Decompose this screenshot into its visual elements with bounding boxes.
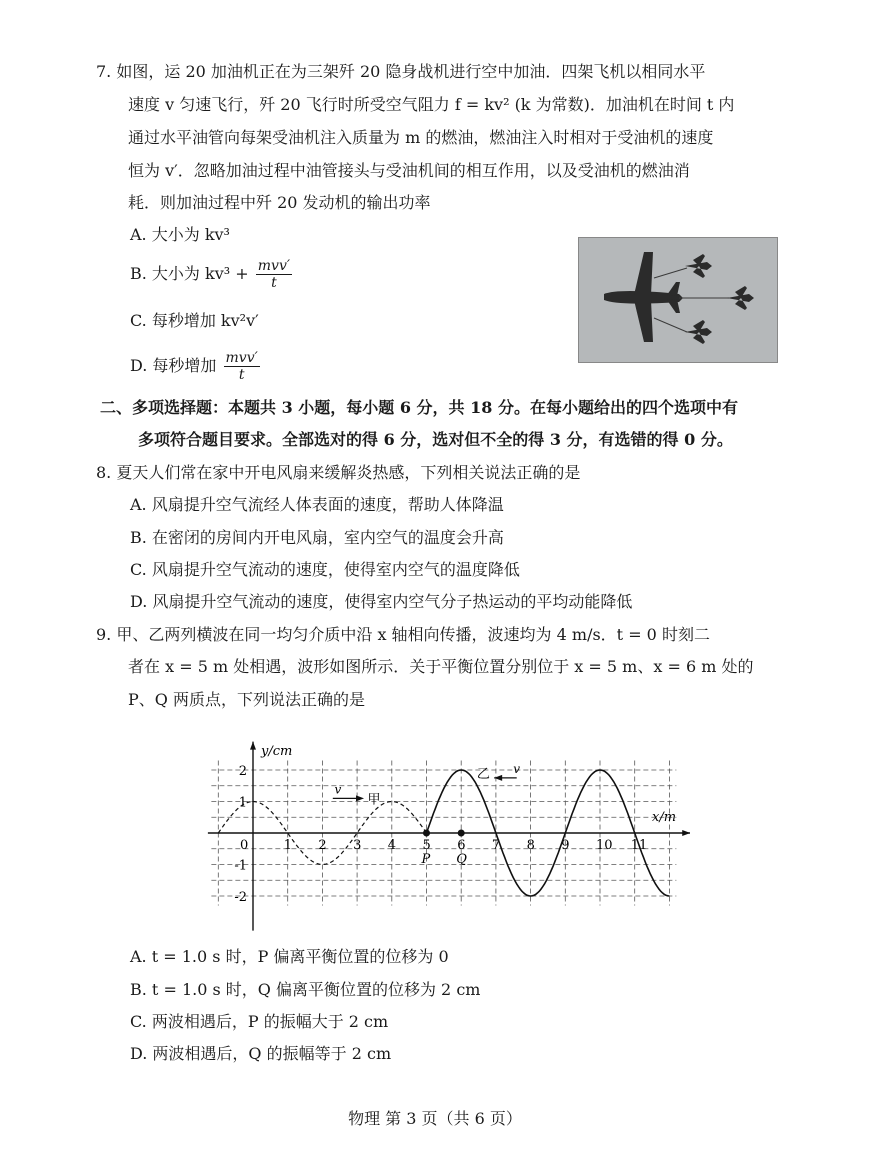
x-tick-label: 1 [283, 838, 292, 853]
arrow-right-icon [356, 795, 364, 801]
q8-option-d: D. 风扇提升空气流动的速度，使得室内空气分子热运动的平均动能降低 [130, 592, 633, 611]
point-q-label: Q [456, 852, 467, 867]
wave-graph [190, 728, 690, 938]
q9-line-1: 9. 甲、乙两列横波在同一均匀介质中沿 x 轴相向传播，波速均为 4 m/s．t = 0 时刻二 [96, 625, 710, 644]
q9-line-2: 者在 x = 5 m 处相遇，波形如图所示．关于平衡位置分别位于 x = 5 m、x = 6 m 处的 [128, 657, 754, 676]
x-tick-label: 11 [630, 838, 648, 853]
y-axis-label: y/cm [261, 744, 293, 760]
page-footer: 物理 第 3 页（共 6 页） [348, 1109, 522, 1128]
wave-yi-label: 乙 [476, 767, 490, 783]
point-p [423, 830, 430, 837]
x-tick-label: 5 [422, 838, 431, 853]
x-tick-label: 7 [491, 838, 501, 853]
q7-line-4: 恒为 v′．忽略加油过程中油管接头与受油机间的相互作用，以及受油机的燃油消 [128, 161, 690, 180]
y-axis-arrow-icon [250, 742, 256, 750]
y-tick-label: 2 [238, 764, 247, 779]
x-tick-label: 6 [457, 838, 466, 853]
q7-line-3: 通过水平油管向每架受油机注入质量为 m 的燃油，燃油注入时相对于受油机的速度 [128, 128, 714, 147]
x-tick-label: 9 [561, 838, 570, 853]
fraction-denominator: t [271, 275, 277, 291]
q9-option-b: B. t = 1.0 s 时，Q 偏离平衡位置的位移为 2 cm [130, 980, 481, 999]
q8-option-c: C. 风扇提升空气流动的速度，使得室内空气的温度降低 [130, 560, 520, 579]
q7-line-2: 速度 v 匀速飞行，歼 20 飞行时所受空气阻力 f = kv² (k 为常数)．加油机在时间 t 内 [128, 95, 735, 114]
x-tick-label: 4 [387, 838, 397, 853]
x-tick-label: 3 [353, 838, 362, 853]
q7-line-5: 耗．则加油过程中歼 20 发动机的输出功率 [128, 193, 431, 212]
velocity-label-yi: v [513, 762, 521, 777]
y-tick-label: -2 [234, 890, 247, 905]
aircraft-illustration [579, 238, 777, 362]
fraction-denominator: t [238, 367, 245, 383]
origin-label: 0 [240, 838, 249, 853]
x-tick-label: 10 [596, 838, 613, 853]
q7-option-b [130, 258, 294, 291]
y-tick-label: -1 [234, 858, 247, 874]
fraction-numerator: mvv′ [225, 350, 258, 366]
point-q [458, 830, 465, 837]
x-tick-label: 8 [526, 838, 535, 853]
section2-heading-line-2: 多项符合题目要求。全部选对的得 6 分，选对但不全的得 3 分，有选错的得 0 分。 [138, 430, 733, 449]
fraction-numerator: mvv′ [257, 258, 291, 274]
q9-option-a: A. t = 1.0 s 时，P 偏离平衡位置的位移为 0 [130, 947, 449, 966]
q9-option-d: D. 两波相遇后，Q 的振幅等于 2 cm [130, 1044, 392, 1063]
q7-line-1: 7. 如图，运 20 加油机正在为三架歼 20 隐身战机进行空中加油．四架飞机以相同水平 [96, 62, 706, 81]
q7-option-d-text: D. 每秒增加 [130, 356, 217, 375]
y-tick-label: 1 [238, 795, 247, 811]
q7-option-a: A. 大小为 kv³ [130, 225, 230, 244]
q7-option-b-fraction [256, 258, 292, 291]
section2-heading-line-1: 二、多项选择题：本题共 3 小题，每小题 6 分，共 18 分。在每小题给出的四个选项中有 [100, 398, 738, 417]
x-axis-label: x/m [652, 810, 677, 825]
q7-option-d-fraction [224, 350, 260, 383]
x-tick-label: 2 [318, 838, 327, 853]
q8-stem: 8. 夏天人们常在家中开电风扇来缓解炎热感，下列相关说法正确的是 [96, 463, 581, 482]
q8-option-b: B. 在密闭的房间内开电风扇，室内空气的温度会升高 [130, 528, 504, 547]
point-p-label: P [421, 852, 431, 867]
q8-option-a: A. 风扇提升空气流经人体表面的速度，帮助人体降温 [130, 495, 504, 514]
q7-option-d [130, 350, 262, 383]
velocity-label-jia: v [334, 782, 342, 797]
x-axis-arrow-icon [682, 830, 690, 836]
q9-line-3: P、Q 两质点，下列说法正确的是 [128, 690, 365, 709]
q7-option-c: C. 每秒增加 kv²v′ [130, 311, 259, 330]
q7-option-b-text: B. 大小为 kv³ + [130, 264, 249, 283]
q9-option-c: C. 两波相遇后，P 的振幅大于 2 cm [130, 1012, 389, 1031]
wave-jia-label: 甲 [367, 792, 381, 808]
refueling-aircraft-photo [578, 237, 778, 363]
